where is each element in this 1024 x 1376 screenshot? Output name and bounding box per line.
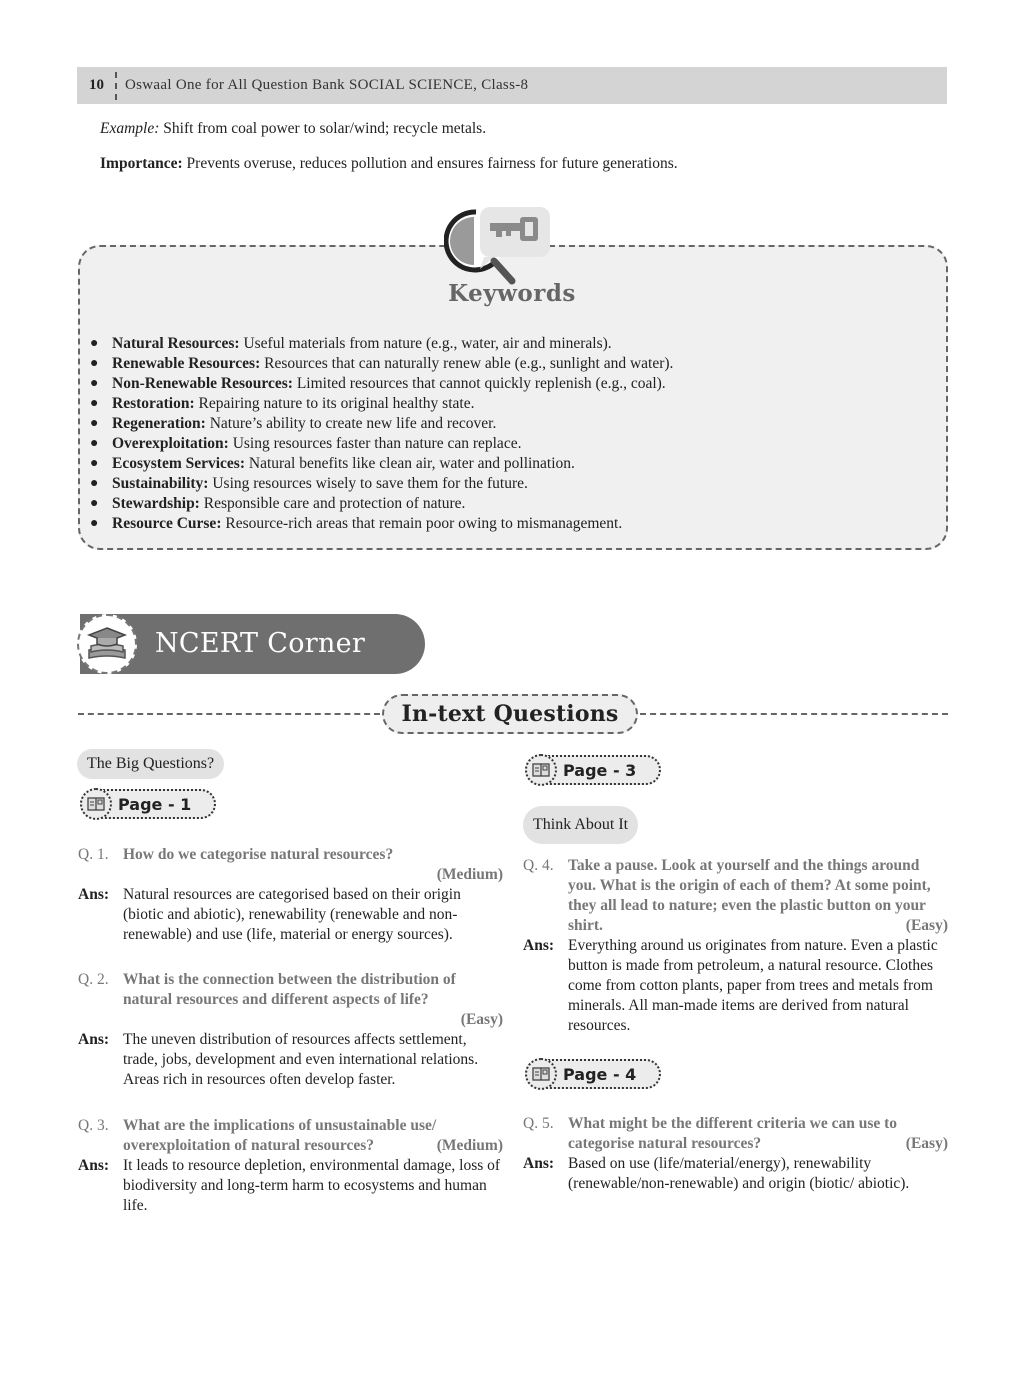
keyword-term: Resource Curse: — [112, 515, 222, 532]
ncert-corner-title: NCERT Corner — [155, 628, 366, 659]
question — [523, 1114, 948, 1154]
keyword-item: ● Regeneration: Nature’s ability to create new life and recover. — [90, 415, 497, 432]
keyword-item: ● Renewable Resources: Resources that can naturally renew able (e.g., sunlight and water). — [90, 355, 674, 372]
keywords-title: Keywords — [448, 280, 576, 307]
qa-block-2 — [78, 970, 503, 1090]
in-text-questions-heading: In-text Questions — [382, 694, 638, 734]
answer-text: Everything around us originates from nature. Even a plastic button is made from petroleum, a natural resource. Clothes come from cotton plants, paper from trees and metals from minerals. All man-made items are derived from natural resources. — [568, 937, 938, 1034]
question-number: Q. 1. — [78, 846, 109, 863]
answer — [523, 1154, 948, 1194]
qa-block-5 — [523, 1114, 948, 1194]
keyword-item: ● Natural Resources: Useful materials from nature (e.g., water, air and minerals). — [90, 335, 612, 352]
example-text: Shift from coal power to solar/wind; recycle metals. — [159, 120, 487, 137]
importance-label: Importance: — [100, 155, 183, 172]
qa-block-4 — [523, 856, 948, 1036]
importance-text: Prevents overuse, reduces pollution and ensures fairness for future generations. — [182, 155, 678, 172]
example-paragraph — [100, 120, 486, 138]
page-tag-label: Page - 4 — [563, 1064, 637, 1084]
importance-paragraph — [100, 155, 678, 173]
keyword-item: ● Ecosystem Services: Natural benefits like clean air, water and pollination. — [90, 455, 575, 472]
book-title: Oswaal One for All Question Bank SOCIAL SCIENCE, Class-8 — [125, 77, 529, 93]
answer-label: Ans: — [523, 1155, 555, 1172]
question — [523, 856, 948, 936]
answer-text: Natural resources are categorised based on their origin (biotic and abiotic), renewability (renewable and non-renewable) and use (life, material or energy sources). — [123, 886, 461, 943]
page-tag-1 — [80, 789, 216, 819]
keyword-definition: Responsible care and protection of nature. — [199, 495, 466, 512]
keyword-item: ● Stewardship: Responsible care and protection of nature. — [90, 495, 466, 512]
keyword-item: ● Non-Renewable Resources: Limited resources that cannot quickly replenish (e.g., coal). — [90, 375, 666, 392]
divider-right — [640, 713, 948, 715]
question-number: Q. 4. — [523, 857, 554, 874]
difficulty-label: (Easy) — [905, 917, 948, 934]
keyword-definition: Natural benefits like clean air, water and pollination. — [245, 455, 575, 472]
keyword-definition: Using resources wisely to save them for the future. — [208, 475, 528, 492]
running-header — [77, 67, 947, 104]
answer — [78, 1030, 503, 1090]
page-tag-3 — [525, 755, 661, 785]
question-text: What might be the different criteria we can use to categorise natural resources? — [568, 1115, 898, 1152]
answer — [78, 885, 503, 945]
answer-text: The uneven distribution of resources affects settlement, trade, jobs, development and even international relations. Areas rich in resources often develop faster. — [123, 1031, 479, 1088]
difficulty-label: (Easy) — [460, 1011, 503, 1028]
keyword-term: Natural Resources: — [112, 335, 240, 352]
keyword-definition: Nature’s ability to create new life and recover. — [205, 415, 497, 432]
question-number: Q. 3. — [78, 1117, 109, 1134]
answer — [78, 1156, 503, 1216]
page-tag-label: Page - 3 — [563, 760, 637, 780]
keywords-list — [90, 334, 673, 534]
category-pill-think-about-it: Think About It — [523, 806, 638, 844]
open-book-icon — [525, 1058, 557, 1090]
question-number: Q. 5. — [523, 1115, 554, 1132]
keyword-definition: Using resources faster than nature can replace. — [228, 435, 522, 452]
header-divider — [115, 72, 117, 100]
page-tag-label: Page - 1 — [118, 794, 192, 814]
answer — [523, 936, 948, 1036]
keyword-term: Renewable Resources: — [112, 355, 261, 372]
example-label: Example: — [100, 120, 160, 137]
keyword-term: Ecosystem Services: — [112, 455, 245, 472]
answer-label: Ans: — [78, 1031, 110, 1048]
question-text: Take a pause. Look at yourself and the things around you. What is the origin of each of them? At some point, they all lead to nature; even the plastic button on your shirt. — [568, 857, 931, 934]
keyword-item: ● Sustainability: Using resources wisely to save them for the future. — [90, 475, 528, 492]
keyword-definition: Repairing nature to its original healthy state. — [194, 395, 475, 412]
keyword-term: Non-Renewable Resources: — [112, 375, 293, 392]
qa-block-3 — [78, 1116, 503, 1216]
difficulty-label: (Medium) — [436, 1137, 503, 1154]
question — [78, 1116, 503, 1156]
keyword-term: Stewardship: — [112, 495, 200, 512]
keyword-item: ● Restoration: Repairing nature to its original healthy state. — [90, 395, 475, 412]
keyword-definition: Limited resources that cannot quickly replenish (e.g., coal). — [292, 375, 666, 392]
question-text: What is the connection between the distribution of natural resources and different aspects of life? — [123, 971, 456, 1008]
question-number: Q. 2. — [78, 971, 109, 988]
answer-text: Based on use (life/material/energy), renewability (renewable/non-renewable) and origin (biotic/ abiotic). — [568, 1155, 910, 1192]
answer-label: Ans: — [523, 937, 555, 954]
difficulty-label: (Medium) — [436, 866, 503, 883]
graduation-cap-books-icon — [77, 614, 137, 674]
page-number: 10 — [89, 77, 104, 93]
answer-label: Ans: — [78, 886, 110, 903]
question-text: What are the implications of unsustainable use/ overexploitation of natural resources? — [123, 1117, 437, 1154]
question — [78, 970, 503, 1030]
keyword-term: Overexploitation: — [112, 435, 229, 452]
difficulty-label: (Easy) — [905, 1135, 948, 1152]
qa-block-1 — [78, 845, 503, 945]
open-book-icon — [80, 788, 112, 820]
answer-label: Ans: — [78, 1157, 110, 1174]
keyword-item: ● Overexploitation: Using resources faster than nature can replace. — [90, 435, 522, 452]
keyword-term: Restoration: — [112, 395, 195, 412]
keyword-definition: Resources that can naturally renew able (e.g., sunlight and water). — [260, 355, 674, 372]
key-magnifier-icon — [444, 203, 554, 288]
keyword-definition: Useful materials from nature (e.g., water, air and minerals). — [239, 335, 612, 352]
page-tag-4 — [525, 1059, 661, 1089]
keyword-term: Sustainability: — [112, 475, 209, 492]
keyword-term: Regeneration: — [112, 415, 206, 432]
keyword-definition: Resource-rich areas that remain poor owing to mismanagement. — [221, 515, 623, 532]
answer-text: It leads to resource depletion, environmental damage, loss of biodiversity and long-term harm to ecosystems and human life. — [123, 1157, 501, 1214]
open-book-icon — [525, 754, 557, 786]
question — [78, 845, 503, 885]
category-pill-big-questions: The Big Questions? — [77, 749, 224, 779]
keyword-item: ● Resource Curse: Resource-rich areas that remain poor owing to mismanagement. — [90, 515, 623, 532]
divider-left — [78, 713, 380, 715]
question-text: How do we categorise natural resources? — [123, 846, 394, 863]
